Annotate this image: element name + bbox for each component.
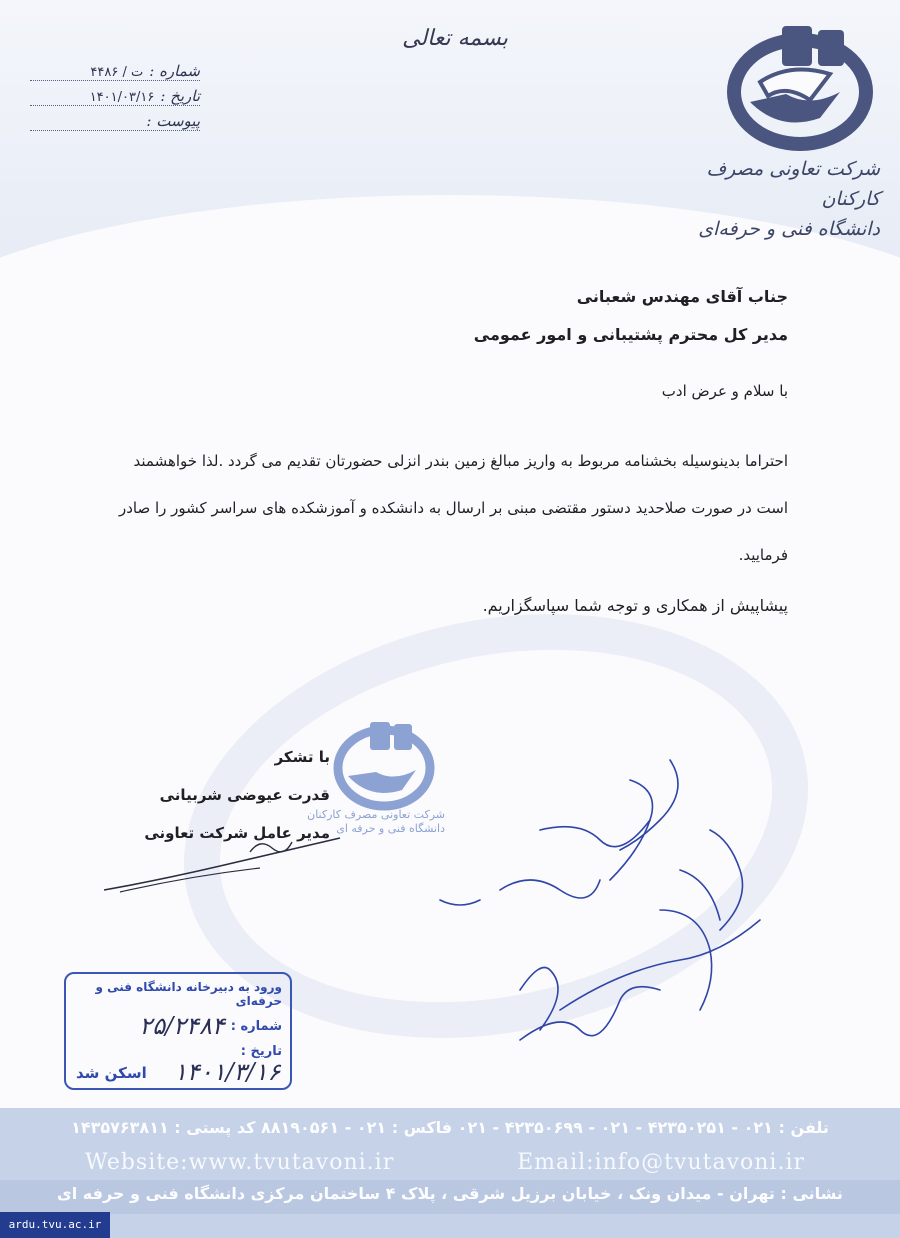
date-label: تاریخ : bbox=[160, 87, 200, 105]
signature-thanks: با تشکر bbox=[274, 748, 330, 766]
seal-text-line2: دانشگاه فنی و حرفه ای bbox=[336, 822, 445, 835]
addressee-name: جناب آقای مهندس شعبانی bbox=[576, 287, 788, 306]
addressee bbox=[188, 278, 788, 354]
signer-title: مدیر عامل شرکت تعاونی bbox=[144, 824, 330, 842]
stamp-date-label: تاریخ : bbox=[240, 1044, 282, 1059]
attachment-label: پیوست : bbox=[146, 112, 200, 130]
organization-logo bbox=[690, 22, 880, 240]
stamp-date-value: ۱۴۰۱/۳/۱۶ bbox=[174, 1058, 281, 1086]
letter-body bbox=[88, 438, 788, 579]
footer-address: نشانی : تهران - میدان ونک ، خیابان برزیل شرقی ، پلاک ۴ ساختمان مرکزی دانشگاه فنی و حرفه ای bbox=[57, 1184, 843, 1203]
stamp-title: ورود به دبیرخانه دانشگاه فنی و حرفه‌ای bbox=[95, 980, 282, 1008]
bismillah-heading: بسمه تعالی bbox=[402, 26, 508, 51]
greeting: با سلام و عرض ادب bbox=[661, 382, 788, 400]
receive-stamp bbox=[64, 972, 292, 1090]
stamp-number-value: ۲۵/۲۴۸۴ bbox=[139, 1012, 225, 1040]
stamp-number-label: شماره : bbox=[230, 1018, 282, 1034]
meta-number-row bbox=[30, 58, 200, 81]
stamp-date-row bbox=[74, 1044, 282, 1059]
meta-date-row bbox=[30, 83, 200, 106]
letter-meta bbox=[30, 58, 200, 133]
watermark-tag: ardu.tvu.ac.ir bbox=[0, 1212, 110, 1238]
body-line-3: فرمایید. bbox=[738, 546, 788, 564]
footer-website: Website:www.tvutavoni.ir bbox=[85, 1150, 395, 1175]
signature-scribble bbox=[100, 830, 360, 900]
stamp-scanned-label: اسکن شد bbox=[76, 1064, 147, 1082]
body-line-2: است در صورت صلاحدید دستور مقتضی مبنی بر ارسال به دانشکده و آموزشکده های سراسر کشور را صادر bbox=[119, 499, 788, 517]
signer-name: قدرت عیوضی شربیانی bbox=[159, 786, 330, 804]
footer-contact-line bbox=[85, 1150, 805, 1175]
organization-name-line1: شرکت تعاونی مصرف کارکنان bbox=[706, 158, 880, 210]
body-line-1: احتراما بدینوسیله بخشنامه مربوط به واریز مبالغ زمین بندر انزلی حضورتان تقدیم می گردد .لذا خواهشمند bbox=[133, 452, 788, 470]
number-value: ۴۴۸۶ / ت bbox=[90, 65, 144, 80]
hands-shaking-logo-icon bbox=[690, 22, 880, 152]
stamp-number-row bbox=[74, 1012, 282, 1040]
closing-sentence: پیشاپیش از همکاری و توجه شما سپاسگزاریم. bbox=[482, 596, 788, 615]
handwritten-annotation bbox=[420, 740, 780, 1060]
organization-name bbox=[690, 154, 880, 244]
footer-email: Email:info@tvutavoni.ir bbox=[517, 1150, 805, 1175]
seal-text-line1: شرکت تعاونی مصرف کارکنان bbox=[307, 808, 445, 821]
organization-name-line2: دانشگاه فنی و حرفه‌ای bbox=[698, 218, 880, 240]
addressee-title: مدیر کل محترم پشتیبانی و امور عمومی bbox=[473, 325, 788, 344]
date-value: ۱۴۰۱/۰۳/۱۶ bbox=[89, 90, 155, 105]
footer-phone-line: تلفن : ۰۲۱ - ۴۲۳۵۰۲۵۱ - ۰۲۱ - ۴۲۳۵۰۶۹۹ - ۰۲۱ فاکس : ۰۲۱ - ۸۸۱۹۰۵۶۱ کد پستی : ۱۴۳۵۷۶۳۸۱۱ bbox=[71, 1118, 829, 1137]
number-label: شماره : bbox=[149, 62, 200, 80]
meta-attachment-row bbox=[30, 108, 200, 131]
